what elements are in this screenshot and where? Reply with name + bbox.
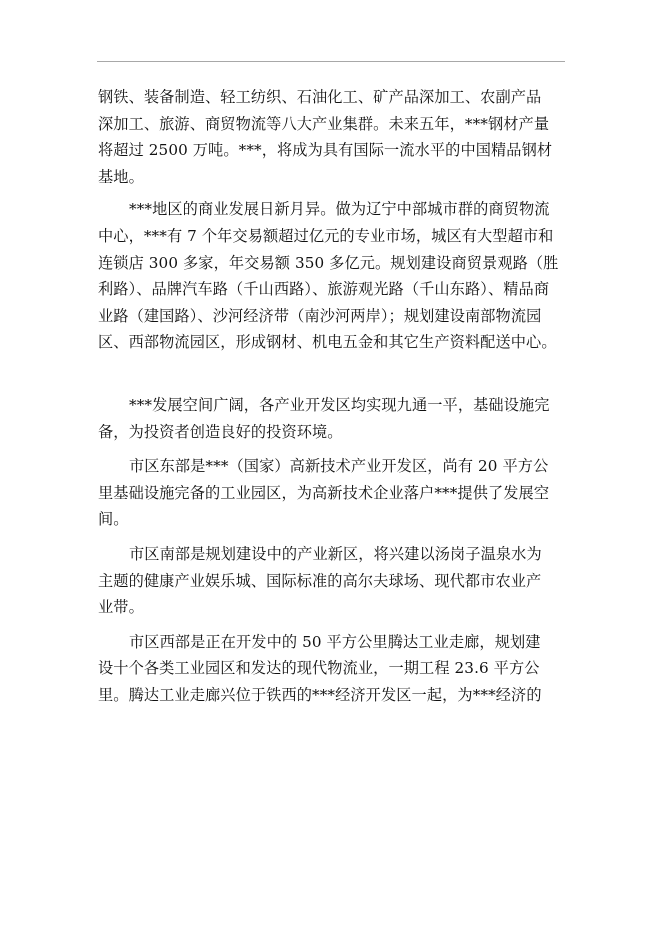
text-line: 区、西部物流园区，形成钢材、机电五金和其它生产资料配送中心。	[98, 333, 557, 352]
text-line: 深加工、旅游、商贸物流等八大产业集群。未来五年，***钢材产量	[98, 114, 550, 133]
paragraph-east-district	[98, 453, 568, 533]
paragraph-spacer	[98, 533, 568, 541]
text-line: 市区南部是规划建设中的产业新区，将兴建以汤岗子温泉水为	[129, 544, 542, 563]
text-line: 基地。	[98, 167, 144, 186]
text-line: 将超过 2500 万吨。***，将成为具有国际一流水平的中国精品钢材	[98, 141, 553, 160]
paragraph-spacer	[98, 445, 568, 453]
document-body	[98, 84, 568, 708]
text-line: 利路）、品牌汽车路（千山西路）、旅游观光路（千山东路）、精品商	[98, 280, 550, 299]
paragraph-spacer	[98, 621, 568, 629]
text-line: 备，为投资者创造良好的投资环境。	[98, 422, 343, 441]
text-line: 设十个各类工业园区和发达的现代物流业，一期工程 23.6 平方公	[98, 659, 540, 678]
text-line: 间。	[98, 510, 129, 529]
paragraph-south-district	[98, 541, 568, 621]
text-line: 钢铁、装备制造、轻工纺织、石油化工、矿产品深加工、农副产品	[98, 88, 542, 106]
text-line: 市区东部是***（国家）高新技术产业开发区，尚有 20 平方公	[129, 457, 549, 476]
paragraph-west-district	[98, 629, 568, 709]
text-line: 业带。	[98, 598, 144, 617]
text-line: 市区西部是正在开发中的 50 平方公里腾达工业走廊，规划建	[129, 632, 541, 651]
text-line: 里基础设施完备的工业园区，为高新技术企业落户***提供了发展空	[98, 483, 550, 502]
text-line: ***地区的商业发展日新月异。做为辽宁中部城市群的商贸物流	[129, 200, 550, 219]
text-line: 中心，***有 7 个年交易额超过亿元的专业市场，城区有大型超市和	[98, 226, 554, 245]
paragraph-development-space	[98, 392, 568, 445]
paragraph-industry-clusters	[98, 84, 568, 190]
paragraph-commerce	[98, 196, 568, 356]
text-line: 连锁店 300 多家，年交易额 350 多亿元。规划建设商贸景观路（胜	[98, 253, 559, 272]
text-line: ***发展空间广阔，各产业开发区均实现九通一平，基础设施完	[129, 395, 550, 414]
text-line: 业路（建国路）、沙河经济带（南沙河两岸）；规划建设南部物流园	[98, 306, 542, 325]
paragraph-spacer	[98, 356, 568, 392]
text-line: 主题的健康产业娱乐城、国际标准的高尔夫球场、现代都市农业产	[98, 571, 542, 590]
header-divider	[97, 61, 565, 62]
text-line: 里。腾达工业走廊兴位于铁西的***经济开发区一起，为***经济的	[98, 685, 542, 704]
